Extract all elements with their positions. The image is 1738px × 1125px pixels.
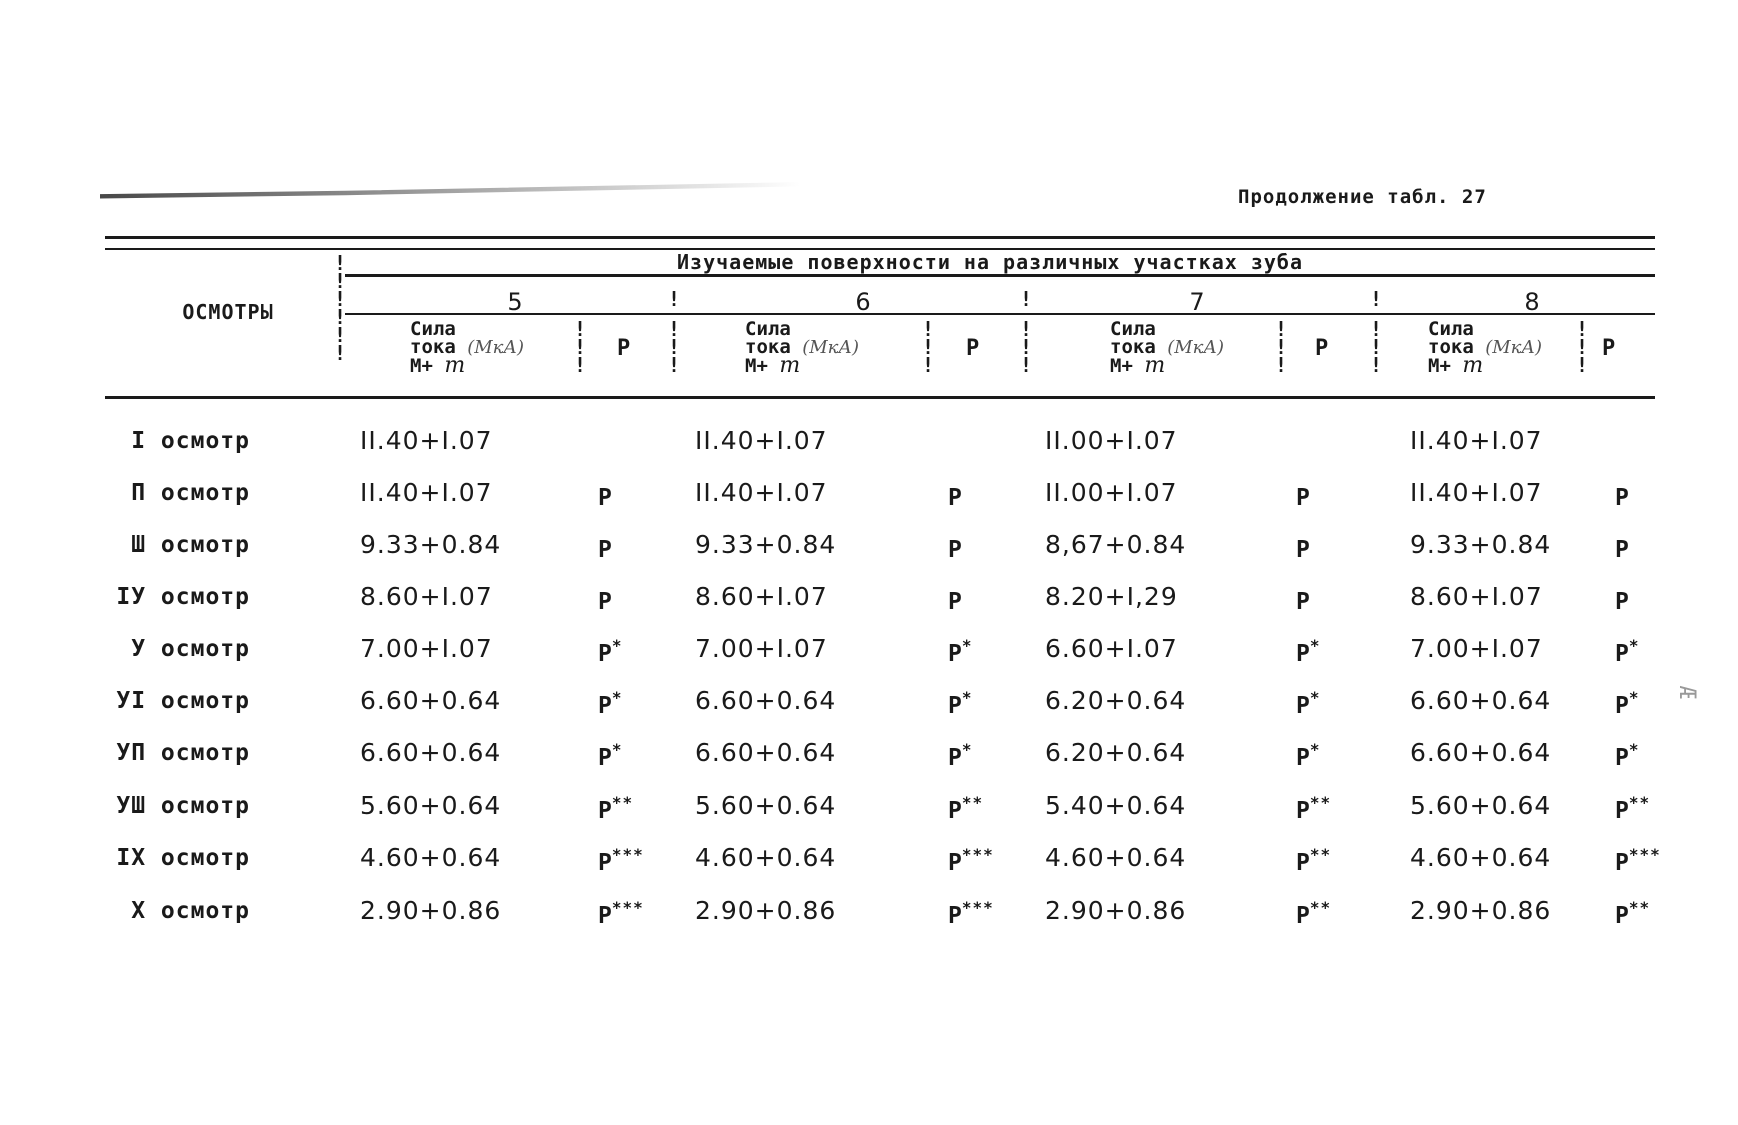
cell-current-value: 6.60+0.64 (695, 686, 837, 715)
cell-p-significance (1615, 898, 1650, 929)
cell-p-significance (598, 740, 623, 771)
p-letter: Р (1296, 903, 1310, 929)
row-label: IX осмотр (116, 845, 250, 871)
row-label: Ш осмотр (131, 532, 250, 558)
p-stars: * (611, 740, 623, 759)
p-letter: Р (1296, 850, 1310, 876)
cell-current-value: 4.60+0.64 (360, 843, 502, 872)
cell-current-value: 6.60+0.64 (1410, 686, 1552, 715)
cell-current-value: 9.33+0.84 (695, 530, 837, 559)
cell-current-value: 4.60+0.64 (1410, 843, 1552, 872)
handwritten-unit: (МкА) (802, 337, 860, 358)
row-label: П осмотр (131, 480, 250, 506)
subheader-current (745, 318, 860, 378)
subheader-p: Р (966, 336, 980, 361)
subheader-current-line2: тока (1428, 336, 1474, 358)
handwritten-m: m (1462, 353, 1484, 378)
p-letter: Р (598, 589, 612, 615)
p-letter: Р (598, 850, 612, 876)
p-letter: Р (1615, 745, 1629, 771)
cell-current-value: 6.20+0.64 (1045, 686, 1187, 715)
cell-p-significance (598, 584, 612, 615)
cell-p-significance (1615, 845, 1661, 876)
p-stars: * (1309, 688, 1321, 707)
cell-current-value: 4.60+0.64 (695, 843, 837, 872)
cell-current-value: II.40+I.07 (695, 478, 828, 507)
column-separator: ! ! ! (1370, 317, 1383, 377)
cell-current-value: 6.20+0.64 (1045, 738, 1187, 767)
p-letter: Р (948, 850, 962, 876)
subheader-current-line3: М+ (1428, 355, 1451, 377)
subheader-p: Р (1602, 336, 1616, 361)
row-label: УП осмотр (116, 740, 250, 766)
subheader-current-line3: М+ (410, 355, 433, 377)
cell-p-significance (948, 584, 962, 615)
cell-p-significance (948, 532, 962, 563)
cell-current-value: 9.33+0.84 (1410, 530, 1552, 559)
cell-current-value: 6.60+0.64 (1410, 738, 1552, 767)
cell-current-value: II.40+I.07 (1410, 478, 1543, 507)
p-letter: Р (598, 693, 612, 719)
rule-header-bottom (105, 396, 1655, 399)
p-letter: Р (1296, 589, 1310, 615)
cell-current-value: 8,67+0.84 (1045, 530, 1187, 559)
row-label: УШ осмотр (116, 793, 250, 819)
cell-p-significance (1296, 636, 1321, 667)
handwritten-m: m (779, 353, 801, 378)
p-letter: Р (948, 745, 962, 771)
subheader-current-line1: Сила (410, 318, 456, 340)
cell-p-significance (598, 532, 612, 563)
subheader-current-line1: Сила (745, 318, 791, 340)
subheader-current-line2: тока (410, 336, 456, 358)
subheader-current-line2: тока (1110, 336, 1156, 358)
p-stars: *** (611, 845, 644, 864)
column-separator: ! (1370, 287, 1383, 311)
subheader-current (410, 318, 525, 378)
p-letter: Р (948, 589, 962, 615)
subheader-current-line3: М+ (745, 355, 768, 377)
group-number: 7 (1189, 288, 1205, 316)
row-label: I осмотр (131, 428, 250, 454)
subheader-current (1428, 318, 1543, 378)
cell-p-significance (598, 480, 612, 511)
cell-current-value: II.00+I.07 (1045, 478, 1178, 507)
p-letter: Р (1615, 485, 1629, 511)
p-stars: ** (1628, 898, 1651, 917)
subheader-current (1110, 318, 1225, 378)
cell-p-significance (948, 636, 973, 667)
p-letter: Р (598, 745, 612, 771)
cell-current-value: 2.90+0.86 (360, 896, 502, 925)
column-separator: ! (1020, 287, 1033, 311)
p-stars: * (961, 740, 973, 759)
p-stars: * (1309, 636, 1321, 655)
cell-p-significance (598, 898, 644, 929)
p-letter: Р (598, 641, 612, 667)
group-number: 8 (1524, 288, 1540, 316)
cell-current-value: 7.00+I.07 (360, 634, 493, 663)
cell-p-significance (1296, 845, 1331, 876)
column-separator: ! (668, 287, 681, 311)
handwritten-unit: (МкА) (467, 337, 525, 358)
p-stars: ** (1628, 793, 1651, 812)
scan-streak-artifact (100, 182, 800, 204)
cell-current-value: 6.60+0.64 (360, 686, 502, 715)
cell-current-value: 6.60+I.07 (1045, 634, 1178, 663)
cell-p-significance (1296, 584, 1310, 615)
cell-p-significance (1296, 740, 1321, 771)
column-separator: ! ! ! (574, 317, 587, 377)
cell-current-value: 9.33+0.84 (360, 530, 502, 559)
handwritten-unit: (МкА) (1485, 337, 1543, 358)
p-stars: * (1628, 688, 1640, 707)
p-letter: Р (1615, 589, 1629, 615)
cell-current-value: II.40+I.07 (360, 426, 493, 455)
p-stars: ** (1309, 845, 1332, 864)
p-letter: Р (1296, 798, 1310, 824)
p-letter: Р (1296, 693, 1310, 719)
p-letter: Р (1615, 798, 1629, 824)
p-stars: * (961, 688, 973, 707)
cell-current-value: II.00+I.07 (1045, 426, 1178, 455)
cell-current-value: 2.90+0.86 (1410, 896, 1552, 925)
cell-p-significance (948, 793, 983, 824)
cell-current-value: 8.60+I.07 (1410, 582, 1543, 611)
p-letter: Р (948, 537, 962, 563)
p-stars: * (611, 688, 623, 707)
p-letter: Р (1296, 537, 1310, 563)
p-stars: * (961, 636, 973, 655)
p-letter: Р (1615, 850, 1629, 876)
cell-p-significance (598, 793, 633, 824)
cell-p-significance (948, 845, 994, 876)
cell-p-significance (1296, 688, 1321, 719)
p-letter: Р (1615, 537, 1629, 563)
p-letter: Р (948, 798, 962, 824)
p-letter: Р (1615, 693, 1629, 719)
cell-p-significance (1615, 480, 1629, 511)
p-letter: Р (598, 485, 612, 511)
cell-current-value: II.40+I.07 (1410, 426, 1543, 455)
cell-current-value: 5.60+0.64 (1410, 791, 1552, 820)
cell-p-significance (598, 688, 623, 719)
cell-current-value: 7.00+I.07 (1410, 634, 1543, 663)
p-stars: *** (611, 898, 644, 917)
column-separator: ! ! ! ! ! ! (334, 251, 347, 365)
column-separator: ! ! ! (1020, 317, 1033, 377)
p-letter: Р (1296, 745, 1310, 771)
column-separator: ! ! ! (922, 317, 935, 377)
cell-current-value: II.40+I.07 (360, 478, 493, 507)
cell-p-significance (1615, 532, 1629, 563)
cell-p-significance (948, 480, 962, 511)
subheader-current-line1: Сила (1428, 318, 1474, 340)
cell-p-significance (1615, 740, 1640, 771)
cell-current-value: 2.90+0.86 (695, 896, 837, 925)
subheader-current-line2: тока (745, 336, 791, 358)
group-title: Изучаемые поверхности на различных участках зуба (677, 250, 1303, 274)
p-letter: Р (598, 798, 612, 824)
p-letter: Р (948, 485, 962, 511)
p-stars: ** (961, 793, 984, 812)
p-stars: * (611, 636, 623, 655)
handwritten-unit: (МкА) (1167, 337, 1225, 358)
p-stars: * (1628, 740, 1640, 759)
cell-p-significance (598, 845, 644, 876)
group-number: 5 (507, 288, 523, 316)
margin-page-mark: Ӕ (1674, 685, 1700, 700)
cell-current-value: 4.60+0.64 (1045, 843, 1187, 872)
cell-p-significance (1615, 636, 1640, 667)
cell-p-significance (948, 740, 973, 771)
cell-current-value: 7.00+I.07 (695, 634, 828, 663)
cell-current-value: 8.60+I.07 (695, 582, 828, 611)
p-stars: *** (1628, 845, 1661, 864)
rule-top (105, 236, 1655, 239)
p-stars: * (1309, 740, 1321, 759)
cell-p-significance (948, 688, 973, 719)
column-separator: ! ! ! (1576, 317, 1589, 377)
row-label: У осмотр (131, 636, 250, 662)
p-stars: * (1628, 636, 1640, 655)
subheader-current-line3: М+ (1110, 355, 1133, 377)
p-stars: *** (961, 845, 994, 864)
group-number: 6 (855, 288, 871, 316)
p-letter: Р (1615, 641, 1629, 667)
row-label: X осмотр (131, 898, 250, 924)
rule-under-group-title (345, 274, 1655, 277)
p-letter: Р (1296, 485, 1310, 511)
cell-p-significance (1615, 688, 1640, 719)
cell-current-value: II.40+I.07 (695, 426, 828, 455)
cell-p-significance (1296, 532, 1310, 563)
p-letter: Р (1296, 641, 1310, 667)
p-letter: Р (598, 537, 612, 563)
cell-p-significance (948, 898, 994, 929)
cell-current-value: 6.60+0.64 (360, 738, 502, 767)
table-caption: Продолжение табл. 27 (1238, 186, 1487, 208)
cell-current-value: 2.90+0.86 (1045, 896, 1187, 925)
column-separator: ! ! ! (668, 317, 681, 377)
cell-current-value: 8.60+I.07 (360, 582, 493, 611)
cell-p-significance (1615, 793, 1650, 824)
p-stars: ** (1309, 898, 1332, 917)
p-letter: Р (598, 903, 612, 929)
cell-current-value: 5.60+0.64 (360, 791, 502, 820)
row-label: УI осмотр (116, 688, 250, 714)
cell-p-significance (1296, 898, 1331, 929)
cell-p-significance (1296, 480, 1310, 511)
p-stars: ** (1309, 793, 1332, 812)
p-letter: Р (948, 641, 962, 667)
handwritten-m: m (1144, 353, 1166, 378)
p-stars: *** (961, 898, 994, 917)
cell-current-value: 8.20+I,29 (1045, 582, 1178, 611)
cell-p-significance (1615, 584, 1629, 615)
cell-current-value: 5.60+0.64 (695, 791, 837, 820)
row-header-osmotry: ОСМОТРЫ (182, 300, 274, 324)
p-letter: Р (1615, 903, 1629, 929)
p-letter: Р (948, 693, 962, 719)
column-separator: ! ! ! (1275, 317, 1288, 377)
cell-current-value: 5.40+0.64 (1045, 791, 1187, 820)
handwritten-m: m (444, 353, 466, 378)
p-letter: Р (948, 903, 962, 929)
cell-p-significance (1296, 793, 1331, 824)
cell-current-value: 6.60+0.64 (695, 738, 837, 767)
row-label: IУ осмотр (116, 584, 250, 610)
subheader-p: Р (1315, 336, 1329, 361)
subheader-p: Р (617, 336, 631, 361)
cell-p-significance (598, 636, 623, 667)
p-stars: ** (611, 793, 634, 812)
subheader-current-line1: Сила (1110, 318, 1156, 340)
